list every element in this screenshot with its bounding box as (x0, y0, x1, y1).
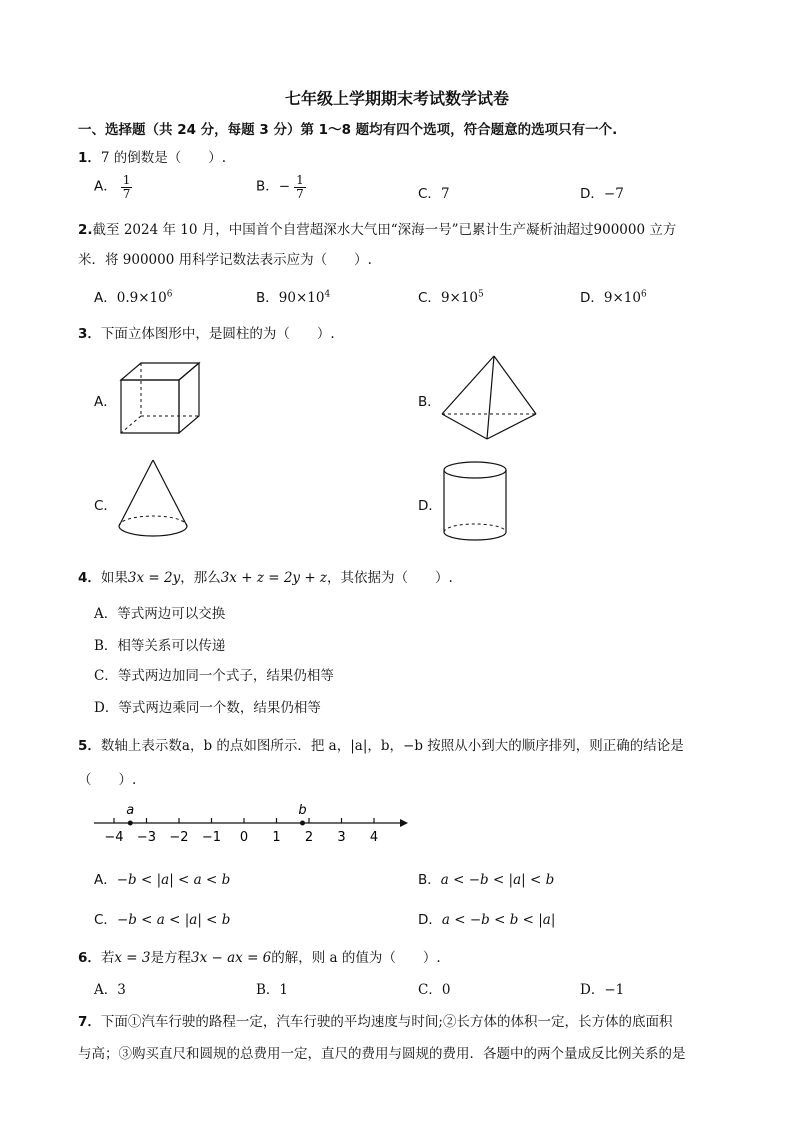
question-5-line2: （ ）. (78, 772, 137, 788)
question-stem: 7 的倒数是（ ）. (100, 150, 227, 166)
option-3d-label[interactable]: D． (418, 498, 442, 514)
question-number: 1． (78, 150, 101, 166)
equation: 3x = 2y (127, 570, 181, 586)
question-5 (78, 734, 684, 754)
question-stem-line1: 截至 2024 年 10 月，中国首个自营超深水大气田“深海一号”已累计生产凝析油超过900000 立方 (92, 222, 677, 238)
number-line-tick-label: −1 (201, 830, 222, 845)
cone-figure (116, 458, 192, 542)
fraction: $\frac{1}{7}$ (296, 173, 304, 201)
option-4b[interactable]: B．相等关系可以传递 (94, 638, 226, 654)
number-line-point-a (128, 821, 133, 826)
number-line-tick-label: 4 (369, 830, 379, 845)
number-line-tick-label: 3 (337, 830, 346, 845)
option-2b[interactable]: B．$90\times 10^4$ (256, 289, 331, 306)
question-number: 7． (78, 1014, 101, 1030)
option-4d[interactable]: D．等式两边乘同一个数，结果仍相等 (94, 700, 321, 716)
question-stem-line1: 下面①汽车行驶的路程一定，汽车行驶的平均速度与时间;②长方体的体积一定，长方体的底面积 (100, 1014, 673, 1030)
equation: x = 3 (114, 950, 151, 966)
question-1 (78, 146, 226, 166)
question-number: 5． (78, 738, 101, 754)
number-line-point-label: a (126, 803, 135, 818)
equation: 3x − ax = 6 (191, 950, 272, 966)
question-7-line2: 与高；③购买直尺和圆规的总费用一定，直尺的费用与圆规的费用．各题中的两个量成反比例关系的是 (78, 1046, 686, 1062)
option-3c-label[interactable]: C． (94, 498, 117, 514)
question-number: 6． (78, 950, 101, 966)
option-5b[interactable]: B．a < −b < |a| < b (418, 872, 555, 888)
number-line-tick-label: −2 (169, 830, 189, 845)
question-2-line2: 米．将 900000 用科学记数法表示应为（ ）. (78, 252, 372, 268)
cylinder-figure (442, 460, 510, 544)
option-6d[interactable]: D．−1 (580, 982, 625, 998)
question-stem-line1: 数轴上表示数a，b 的点如图所示．把 a，|a|，b，−b 按照从小到大的顺序排列，则正确的结论是 (100, 738, 684, 754)
question-number: 4． (78, 570, 101, 586)
option-6b[interactable]: B．1 (256, 982, 289, 998)
question-2 (78, 218, 676, 238)
fraction: $\frac{1}{7}$ (122, 173, 131, 201)
number-line-arrow (400, 819, 408, 827)
question-4: 4．如果3x = 2y，那么3x + z = 2y + z，其依据为（ ）. (78, 570, 453, 586)
number-line (0, 790, 794, 850)
question-number: 3． (78, 326, 101, 342)
number-line-tick-label: 2 (304, 830, 314, 845)
number-line-tick-label: −3 (136, 830, 157, 845)
question-7 (78, 1010, 672, 1030)
option-2d[interactable]: D．$9\times 10^6$ (580, 289, 647, 306)
option-1d[interactable]: D．−7 (580, 186, 624, 202)
option-4c[interactable]: C．等式两边加同一个式子，结果仍相等 (94, 668, 334, 684)
number-line-point-label: b (298, 803, 307, 818)
option-1c[interactable]: C．7 (418, 186, 450, 202)
page-title: 七年级上学期期末考试数学试卷 (284, 89, 509, 108)
option-5d[interactable]: D．a < −b < b < |a| (418, 912, 556, 928)
section-heading: 一、选择题（共 24 分，每题 3 分）第 1～8 题均有四个选项，符合题意的选项只有一个. (78, 122, 618, 138)
equation: 3x + z = 2y + z (220, 570, 328, 586)
number-line-tick-label: 0 (239, 830, 249, 845)
option-3b-label[interactable]: B． (418, 394, 441, 410)
cube-figure (118, 360, 202, 436)
option-6c[interactable]: C．0 (418, 982, 451, 998)
option-5a[interactable]: A．−b < |a| < a < b (94, 872, 231, 888)
number-line-point-b (300, 821, 305, 826)
option-1b[interactable]: B．− $\frac{1}{7}$ (256, 173, 304, 201)
option-4a[interactable]: A．等式两边可以交换 (94, 606, 226, 622)
number-line-tick-label: 1 (272, 830, 281, 845)
question-6: 6．若x = 3是方程3x − ax = 6的解，则 a 的值为（ ）. (78, 950, 441, 966)
option-1a[interactable]: A． $\frac{1}{7}$ (94, 173, 131, 201)
option-6a[interactable]: A．3 (94, 982, 126, 998)
number-line-tick-label: −4 (104, 830, 124, 845)
question-3 (78, 322, 335, 342)
option-3a-label[interactable]: A． (94, 394, 117, 410)
question-stem: 下面立体图形中，是圆柱的为（ ）. (100, 326, 335, 342)
option-2a[interactable]: A．$0.9\times 10^6$ (94, 289, 173, 306)
option-5c[interactable]: C．−b < a < |a| < b (94, 912, 231, 928)
option-2c[interactable]: C．$9\times 10^5$ (418, 289, 484, 306)
question-number: 2. (78, 222, 93, 238)
pyramid-figure (440, 354, 540, 442)
